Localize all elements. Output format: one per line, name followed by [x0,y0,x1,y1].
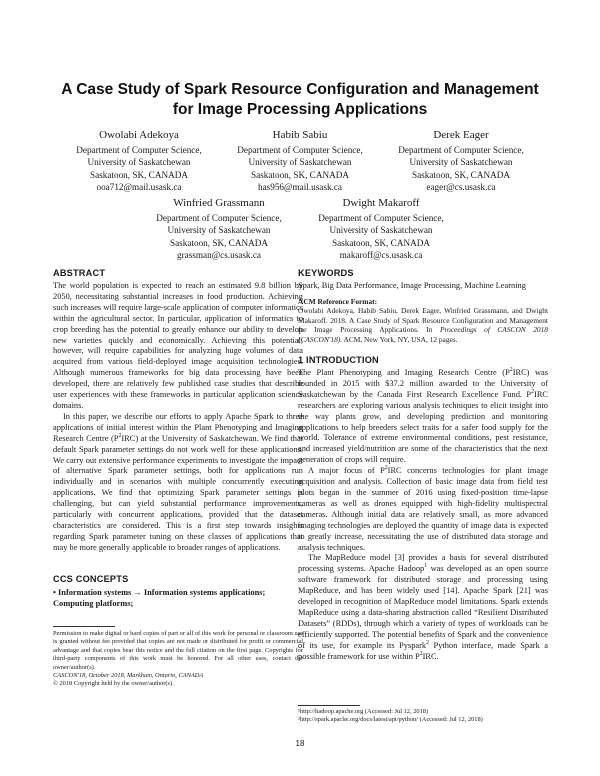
intro-p2-a: A major focus of P [308,466,385,476]
abstract-body [53,281,303,554]
author-name: Dwight Makaroff [342,197,420,209]
abstract-p2-text-a: In this paper, we describe our efforts to apply Apache Spark to three applications of initial interest within the Plant Phenotyping and Imaging Research Centre (P [53,411,303,443]
permission-venue: CASCON'18, October 2018, Markham, Ontario, CANADA [53,672,204,680]
footnote-1: ¹http://hadoop.apache.org (Accessed: Jul 12, 2018) [298,708,429,715]
permission-copyright: © 2018 Copyright held by the owner/author(s). [53,680,174,688]
permission-rule [53,626,115,627]
intro-paragraph-3 [298,553,548,662]
intro-body [298,368,548,662]
intro-p3-footnote-1: 1 [424,563,428,570]
keywords-heading: KEYWORDS [298,268,354,278]
title-line-1: A Case Study of Spark Resource Configuration and Management [61,81,539,98]
permission-block [53,630,303,689]
abstract-heading: ABSTRACT [53,268,106,278]
acm-reference-heading: ACM Reference Format: [298,297,378,306]
ccs-line-1: • Information systems → Information systems applications; [53,588,266,597]
author-email: eager@cs.usask.ca [426,182,496,193]
author-name: Habib Sabiu [272,129,328,141]
abstract-p2-text-b: IRC) at the University of Saskatchewan. We find that default Spark parameter settings do not work well for these applications. We carry out extensive performance experiments to investigate the impact of alternative Spark parameter settings, both for applications run individually and in scenarios with multiple concurrently executing applications. We find that optimizing Spark parameter settings is challenging, but can yield substantial performance improvements, particularly with concurrent applications, provided that the dataset characteristics are considered. This is a first step towards insights regarding Spark parameter tuning on these classes of applications that may be more generally applicable to broader ranges of applications. [53,433,303,552]
intro-p1-sup-1: 2 [509,367,513,374]
intro-p1-c: IRC researchers are exploring various analysis techniques to elicit insight into the way plants grow, and developing prediction and monitoring applications to help breeders select traits for a safer food supply for the world. Tolerance of extreme environmental conditions, pest resistance, and increased yield/nutrition are some of the characteristics that the next generation of crops will require. [298,389,548,465]
author-univ: University of Saskatchewan [87,157,191,168]
author-city: Saskatoon, SK, CANADA [411,169,510,180]
intro-p2-b: IRC concerns technologies for plant image acquisition and analysis. Collection of basic image data from field test plots began in the summer of 2016 using fixed-position time-lapse cameras as well as drones equipped with high-fidelity multispectral cameras. Although initial data are relatively small, as more advanced imaging technologies are deployed the quantity of image data is expected to greatly increase, necessitating the use of distributed data storage and analysis techniques. [298,466,548,552]
intro-heading: 1 INTRODUCTION [298,355,379,365]
ccs-line-2: Computing platforms; [53,598,134,608]
author-email: makaroff@cs.usask.ca [339,250,423,261]
intro-p1-b: IRC) was founded in 2015 with $37.2 million awarded to the University of Saskatchewan by the Canada First Research Excellence Fund. P [298,368,548,399]
author-dept: Department of Computer Science, [76,145,202,155]
author-city: Saskatoon, SK, CANADA [331,237,430,248]
footnote-rule [298,705,360,706]
acm-ref-text-a: Owolabi Adekoya, Habib Sabiu, Derek Eager, Winfried Grassmann, and Dwight Makaroff. 2018. A Case Study of Spark Resource Configuration and Management for Image Processing Applications. In [298,306,548,335]
author-email: grassman@cs.usask.ca [177,250,261,261]
author-name: Derek Eager [433,129,489,141]
author-dept: Department of Computer Science, [318,213,444,223]
abstract-p2-superscript: 2 [118,432,122,439]
intro-p3-b: was developed as an open source software framework for distributed storage and processing using MapReduce, and has been widely used [14]. Apache Spark [21] was developed in recognition of MapReduce model limitations. Spark extends MapReduce using a data-sharing abstraction called “Resilient Distributed Datasets” (RDDs), through which a variety of types of workloads can be efficiently supported. The potential benefits of Spark and the convenience of its use, for example its Pyspark [298,564,548,650]
author-name: Winfried Grassmann [173,197,265,209]
acm-ref-venue: Proceedings of CASCON 2018 (CASCON'18). [298,325,548,344]
author-dept: Department of Computer Science, [398,145,524,155]
abstract-paragraph-1: The world population is expected to reach an estimated 9.8 billion by 2050, necessitating substantial increases in food production. Achieving such increases will require large-scale application of computer informatics within the agricultural sector. In particular, application of informatics to crop breeding has the potential to greatly enhance our ability to develop new varieties quickly and economically. Achieving this potential, however, will require capabilities for analyzing huge volumes of data acquired from various field-deployed image acquisition technologies. Although numerous frameworks for big data processing have been developed, there are relatively few published case studies that describe user experiences with these frameworks in particular application science domains. [53,281,303,410]
author-dept: Department of Computer Science, [156,213,282,223]
author-univ: University of Saskatchewan [329,225,433,236]
title-line-2: for Image Processing Applications [172,101,428,118]
footnotes [298,708,548,725]
permission-text: Permission to make digital or hard copies of part or all of this work for personal or classroom use is granted without fee provided that copies are not made or distributed for profit or commercial advantage and that copies bear this notice and the full citation on the first page. Copyrights for third-party components of this work must be honored. For all other uses, contact the owner/author(s). [53,630,303,671]
intro-p1-sup-2: 2 [531,389,535,396]
acm-reference [298,297,548,344]
page-number: 18 [295,739,305,748]
author-univ: University of Saskatchewan [167,225,271,236]
author-city: Saskatoon, SK, CANADA [89,169,188,180]
intro-paragraph-2 [298,466,548,553]
abstract-paragraph-2 [53,412,303,554]
ccs-heading: CCS CONCEPTS [53,574,129,584]
intro-p3-footnote-2: 2 [426,639,430,646]
intro-p3-c: Python interface, made Spark a possible framework for use within P [298,640,548,661]
author-dept: Department of Computer Science, [237,145,363,155]
acm-reference-text [298,306,548,344]
intro-p2-sup: 2 [384,465,388,472]
intro-p3-a: The MapReduce model [3] provides a basis for several distributed processing systems. Apache Hadoop [298,553,548,574]
paper-title [40,80,560,120]
intro-p3-d: IRC. [422,651,439,661]
author-email: has956@mail.usask.ca [258,182,342,193]
footnote-2: ²http://spark.apache.org/docs/latest/api/python/ (Accessed: Jul 12, 2018) [298,716,483,724]
author-city: Saskatoon, SK, CANADA [250,169,349,180]
author-block-5 [286,196,476,262]
author-univ: University of Saskatchewan [409,157,513,168]
ccs-body [53,588,303,610]
keywords-text: Spark, Big Data Performance, Image Processing, Machine Learning [298,281,526,290]
author-name: Owolabi Adekoya [99,129,179,141]
author-univ: University of Saskatchewan [248,157,352,168]
author-city: Saskatoon, SK, CANADA [169,237,268,248]
intro-paragraph-1 [298,368,548,466]
author-email: ooa712@mail.usask.ca [96,182,182,193]
intro-p1-a: The Plant Phenotyping and Imaging Research Centre (P [298,368,510,377]
intro-p3-sup: 2 [419,650,423,657]
acm-ref-text-b: ACM, New York, NY, USA, 12 pages. [342,334,458,344]
author-block-3 [366,128,556,194]
